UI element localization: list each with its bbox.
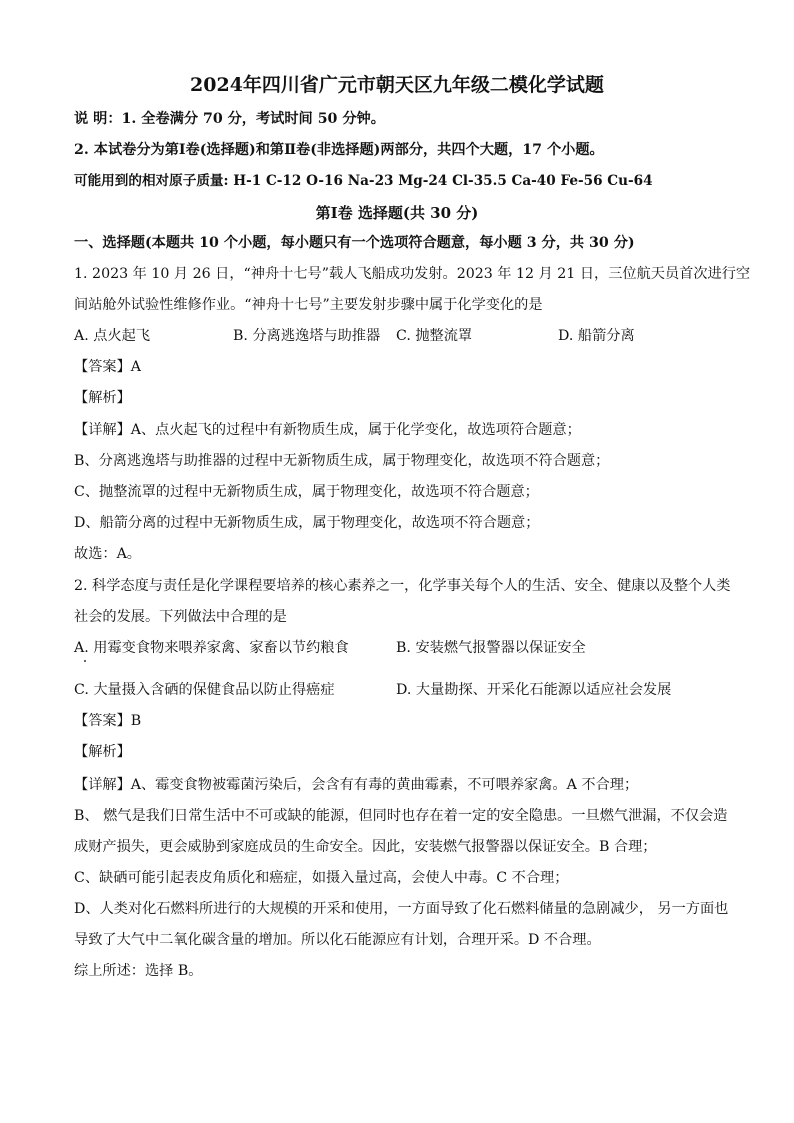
q1-detail-line-1: 【详解】A、点火起飞的过程中有新物质生成，属于化学变化，故选项符合题意；: [74, 422, 581, 438]
q2-detail-line-5: D、人类对化石燃料所进行的大规模的开采和使用，一方面导致了化石燃料储量的急剧减少， 另一方面也: [74, 901, 729, 917]
q1-option-c: C. 抛整流罩: [396, 328, 473, 344]
q2-stem-line-1: 2. 科学态度与责任是化学课程要培养的核心素养之一，化学事关每个人的生活、安全、健康以及整个人类: [74, 578, 731, 594]
q2-detail-line-4: C、缺硒可能引起表皮角质化和癌症，如摄入量过高，会使人中毒。C 不合理；: [74, 870, 569, 886]
q2-answer: 【答案】B: [74, 713, 142, 729]
instructions-line-2: 2. 本试卷分为第Ⅰ卷(选择题)和第Ⅱ卷(非选择题)两部分，共四个大题，17 个小题。: [74, 142, 604, 158]
q1-detail-line-2: B、分离逃逸塔与助推器的过程中无新物质生成，属于物理变化，故选项不符合题意；: [74, 453, 610, 469]
q2-detail-line-6: 导致了大气中二氧化碳含量的增加。所以化石能源应有计划，合理开采。D 不合理。: [74, 932, 601, 948]
q2-detail-line-2: B、 燃气是我们日常生活中不可或缺的能源，但同时也存在着一定的安全隐患。一旦燃气泄漏，不仅会造: [74, 808, 728, 824]
stray-dot-mark: [84, 660, 86, 662]
q2-detail-line-1: 【详解】A、霉变食物被霉菌污染后，会含有有毒的黄曲霉素，不可喂养家禽。A 不合理；: [74, 777, 639, 793]
page-title: 2024年四川省广元市朝天区九年级二模化学试题: [190, 74, 604, 96]
part1-heading: 第Ⅰ卷 选择题(共 30 分): [315, 204, 479, 222]
instructions-line-1: 说 明：1. 全卷满分 70 分，考试时间 50 分钟。: [74, 111, 385, 127]
q2-analysis-label: 【解析】: [74, 744, 131, 760]
q1-stem-line-2: 间站舱外试验性维修作业。“神舟十七号”主要发射步骤中属于化学变化的是: [74, 297, 543, 313]
q2-stem-line-2: 社会的发展。下列做法中合理的是: [74, 609, 287, 625]
q1-detail-line-3: C、抛整流罩的过程中无新物质生成，属于物理变化，故选项不符合题意；: [74, 484, 539, 500]
atomic-mass-line: 可能用到的相对原子质量: H-1 C-12 O-16 Na-23 Mg-24 Cl-35.5 Ca-40 Fe-56 Cu-64: [74, 173, 653, 189]
q2-option-b: B. 安装燃气报警器以保证安全: [396, 640, 586, 656]
q2-conclusion: 综上所述：选择 B。: [74, 963, 203, 979]
q2-detail-line-3: 成财产损失，更会威胁到家庭成员的生命安全。因此，安装燃气报警器以保证安全。B 合理；: [74, 839, 657, 855]
q2-option-c: C. 大量摄入含硒的保健食品以防止得癌症: [74, 682, 335, 698]
q1-detail-line-4: D、船箭分离的过程中无新物质生成，属于物理变化，故选项不符合题意；: [74, 515, 540, 531]
q1-analysis-label: 【解析】: [74, 390, 131, 406]
q2-option-d: D. 大量勘探、开采化石能源以适应社会发展: [396, 682, 672, 698]
q1-option-b: B. 分离逃逸塔与助推器: [233, 328, 381, 344]
q1-option-d: D. 船箭分离: [558, 328, 635, 344]
q1-conclusion: 故选：A。: [74, 546, 141, 562]
q1-stem-line-1: 1. 2023 年 10 月 26 日，“神舟十七号”载人飞船成功发射。2023 年 12 月 21 日，三位航天员首次进行空: [74, 266, 751, 282]
q1-answer: 【答案】A: [74, 359, 141, 375]
q1-option-a: A. 点火起飞: [74, 328, 151, 344]
q2-option-a: A. 用霉变食物来喂养家禽、家畜以节约粮食: [74, 640, 349, 656]
section1-heading: 一、选择题(本题共 10 个小题，每小题只有一个选项符合题意，每小题 3 分，共 30 分): [74, 235, 635, 251]
